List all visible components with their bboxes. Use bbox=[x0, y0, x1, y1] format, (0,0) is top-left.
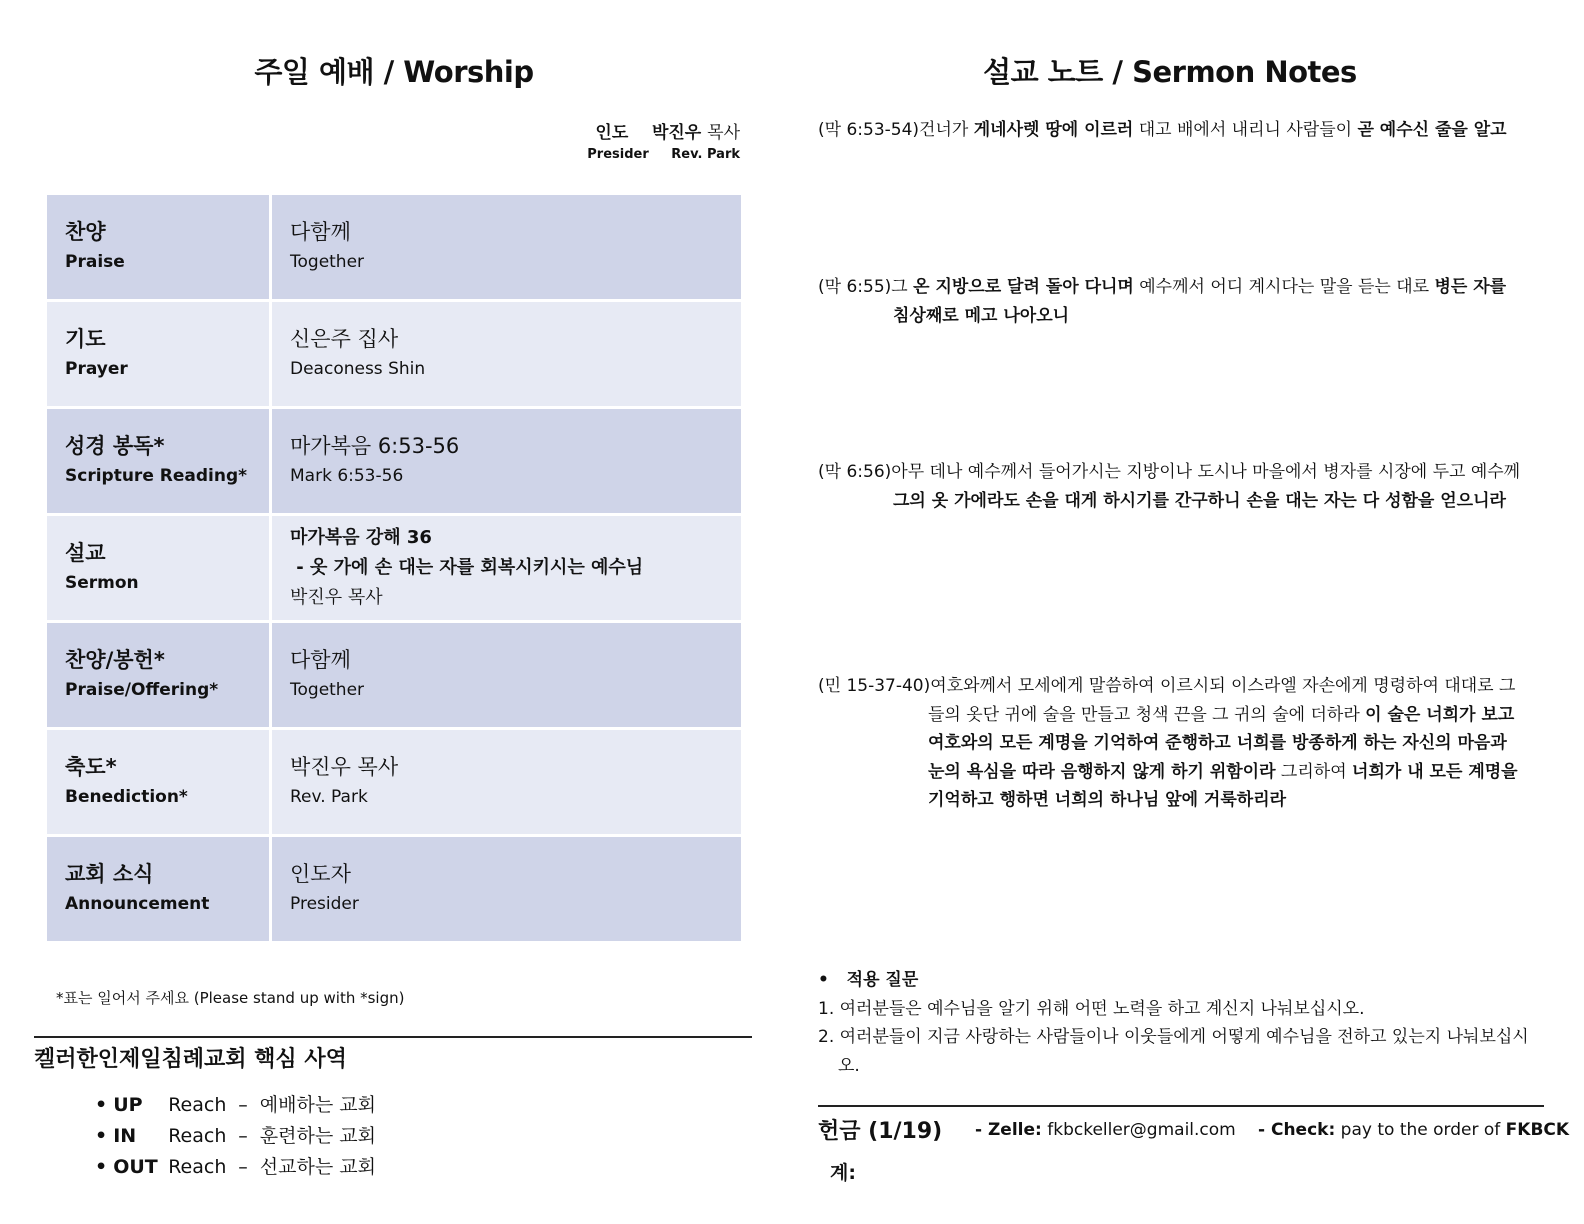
item-label-en: Praise bbox=[65, 252, 125, 272]
item-label-en: Scripture Reading* bbox=[65, 466, 248, 486]
verse-text bbox=[818, 273, 1528, 330]
verse-run: 게네사렛 땅에 이르러 bbox=[973, 120, 1134, 140]
list-item: • OUT Reach – 선교하는 교회 bbox=[95, 1156, 376, 1178]
ministry-title: 켈러한인제일침례교회 핵심 사역 bbox=[34, 1047, 347, 1072]
questions-heading: • 적용 질문 bbox=[818, 970, 919, 990]
table-row bbox=[46, 622, 743, 729]
table-row bbox=[46, 515, 743, 622]
item-label-en: Benediction* bbox=[65, 787, 188, 807]
verse-text bbox=[818, 116, 1528, 145]
verse-run: 건너가 bbox=[919, 120, 974, 140]
item-label-en: Sermon bbox=[65, 573, 139, 593]
item-value-en: Rev. Park bbox=[290, 787, 368, 807]
sermon-notes-title: 설교 노트 / Sermon Notes bbox=[983, 55, 1357, 89]
check-info: - Check: pay to the order of FKBCK bbox=[1258, 1120, 1570, 1140]
item-label-ko: 축도* bbox=[65, 755, 117, 779]
table-row bbox=[46, 729, 743, 836]
presider-label-en: Presider bbox=[587, 147, 649, 162]
verse-run: 대고 배에서 내리니 사람들이 bbox=[1133, 120, 1358, 140]
ministry-list bbox=[95, 1090, 376, 1183]
presider-suffix-ko: 목사 bbox=[707, 123, 740, 143]
item-value-ko: 마가복음 6:53-56 bbox=[290, 434, 460, 458]
zelle-info: - Zelle: fkbckeller@gmail.com bbox=[975, 1120, 1236, 1140]
verse-ref: (막 6:55) bbox=[818, 277, 892, 297]
divider bbox=[34, 1036, 752, 1038]
question-item: 1. 여러분들은 예수님을 알기 위해 어떤 노력을 하고 계신지 나눠보십시오. bbox=[818, 998, 1365, 1019]
offering-title: 헌금 (1/19) bbox=[818, 1119, 943, 1144]
item-value-en: Mark 6:53-56 bbox=[290, 466, 404, 486]
offering-info bbox=[818, 1114, 1570, 1146]
verse-ref: (막 6:53-54) bbox=[818, 120, 920, 140]
verse-run: 여호와께서 모세에게 말씀하여 이르시되 이스라엘 자손에게 명령하여 대대로 그들의 옷단 귀에 술을 만들고 청색 끈을 그 귀의 술에 더하라 bbox=[928, 676, 1516, 725]
verse-ref: (민 15-37-40) bbox=[818, 676, 931, 696]
verse-run: 그의 옷 가에라도 손을 대게 하시기를 간구하니 손을 대는 자는 다 성함을 얻으니라 bbox=[893, 490, 1506, 511]
stand-note: *표는 일어서 주세요 (Please stand up with *sign) bbox=[56, 989, 405, 1007]
offering-total-label: 계: bbox=[830, 1162, 856, 1184]
verse-block bbox=[818, 458, 1528, 515]
verse-run: 아무 데나 예수께서 들어가시는 지방이나 도시나 마을에서 병자를 시장에 두고 예수께 bbox=[891, 462, 1521, 482]
presider-label-ko: 인도 bbox=[595, 123, 629, 143]
item-value-en: Presider bbox=[290, 894, 359, 914]
item-value-en: Deaconess Shin bbox=[290, 359, 426, 379]
list-item: • UP Reach – 예배하는 교회 bbox=[95, 1094, 376, 1116]
item-label-ko: 찬양 bbox=[65, 220, 106, 244]
item-label-en: Prayer bbox=[65, 359, 128, 379]
sermon-series: 마가복음 강해 36 bbox=[290, 527, 432, 548]
verse-run: 그리하여 bbox=[1275, 761, 1353, 782]
presider-name-ko: 박진우 bbox=[651, 123, 702, 143]
presider-block bbox=[560, 118, 740, 162]
item-value-ko: 신은주 집사 bbox=[290, 327, 399, 351]
verse-run: 이 술은 너희가 보고 여호와의 모든 계명을 기억하여 준행하고 너희를 방종하게 하는 자신의 마음과 눈의 욕심을 따라 음행하지 않게 하기 위함이라 bbox=[928, 704, 1515, 782]
verse-run: 온 지방으로 달려 돌아 다니며 bbox=[913, 277, 1134, 297]
presider-name-en: Rev. Park bbox=[671, 147, 740, 162]
sermon-title: - 옷 가에 손 대는 자를 회복시키시는 예수님 bbox=[290, 557, 644, 578]
divider bbox=[818, 1105, 1544, 1107]
verse-block bbox=[818, 116, 1528, 145]
table-row bbox=[46, 836, 743, 943]
table-row bbox=[46, 194, 743, 301]
verse-text bbox=[818, 458, 1528, 515]
question-item: 2. 여러분들이 지금 사랑하는 사람들이나 이웃들에게 어떻게 예수님을 전하고 있는지 나눠보십시오. bbox=[818, 1027, 1529, 1076]
application-questions bbox=[818, 966, 1530, 1080]
item-value-en: Together bbox=[290, 252, 365, 272]
order-of-service-table bbox=[44, 192, 744, 944]
bullet-icon: • bbox=[95, 1125, 108, 1147]
item-label-ko: 찬양/봉헌* bbox=[65, 648, 165, 672]
item-value-ko: 인도자 bbox=[290, 862, 351, 886]
item-value-ko: 박진우 목사 bbox=[290, 755, 399, 779]
item-label-en: Announcement bbox=[65, 894, 210, 914]
verse-run: 병든 자를 침상째로 메고 나아오니 bbox=[893, 277, 1507, 326]
item-label-ko: 성경 봉독* bbox=[65, 434, 165, 458]
item-label-ko: 기도 bbox=[65, 327, 106, 351]
table-row bbox=[46, 408, 743, 515]
list-item: • IN Reach – 훈련하는 교회 bbox=[95, 1125, 376, 1147]
bullet-icon: • bbox=[95, 1156, 108, 1178]
verse-block bbox=[818, 672, 1528, 815]
bullet-icon: • bbox=[95, 1094, 108, 1116]
verse-run: 너희가 내 모든 계명을 기억하고 행하면 너희의 하나님 앞에 거룩하리라 bbox=[928, 761, 1518, 810]
verse-block bbox=[818, 273, 1528, 330]
bullet-icon: • bbox=[818, 970, 829, 990]
item-value-ko: 다함께 bbox=[290, 220, 351, 244]
worship-title: 주일 예배 / Worship bbox=[254, 55, 534, 89]
item-value-en: Together bbox=[290, 680, 365, 700]
item-value-ko: 다함께 bbox=[290, 648, 351, 672]
sermon-preacher: 박진우 목사 bbox=[290, 587, 383, 608]
verse-run: 곧 예수신 줄을 알고 bbox=[1357, 120, 1507, 140]
verse-run: 그 bbox=[891, 277, 914, 297]
verse-ref: (막 6:56) bbox=[818, 462, 892, 482]
item-label-en: Praise/Offering* bbox=[65, 680, 219, 700]
verse-run: 예수께서 어디 계시다는 말을 듣는 대로 bbox=[1133, 277, 1435, 297]
item-label-ko: 교회 소식 bbox=[65, 862, 154, 886]
item-label-ko: 설교 bbox=[65, 541, 106, 565]
table-row bbox=[46, 301, 743, 408]
